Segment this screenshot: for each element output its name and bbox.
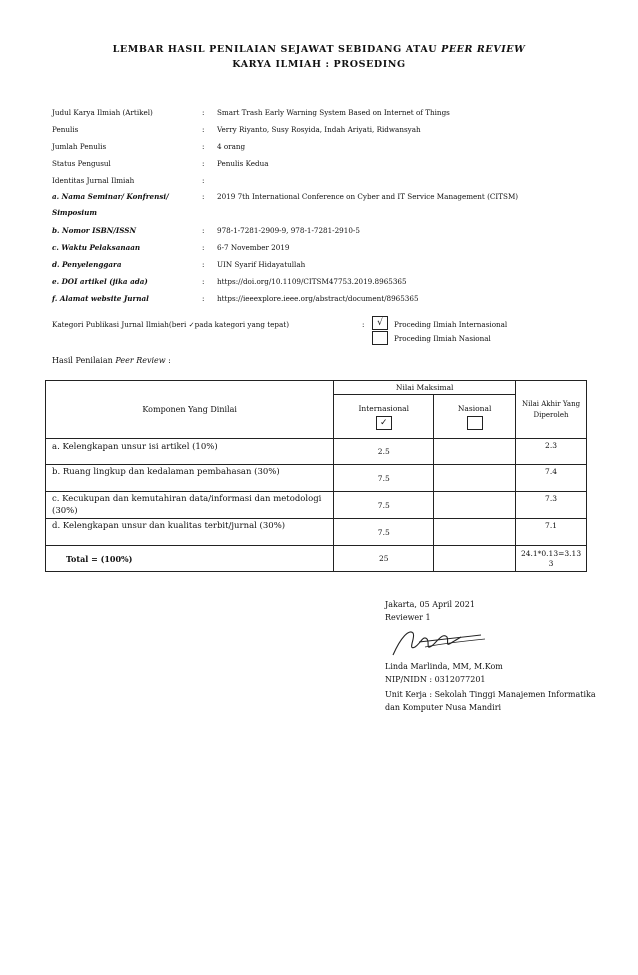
table-row: [46, 465, 587, 492]
final-score: 2.3: [516, 439, 587, 465]
meta-row: [52, 277, 612, 293]
total-label: Total = (100%): [46, 546, 334, 572]
meta-value: 2019 7th International Conference on Cyber and IT Service Management (CITSM): [217, 192, 519, 201]
reviewer-unit: Unit Kerja : Sekolah Tinggi Manajemen Informatika dan Komputer Nusa Mandiri: [385, 690, 596, 712]
national-check-box[interactable]: [467, 416, 483, 430]
meta-row: [52, 294, 612, 310]
meta-value: 978-1-7281-2909-9, 978-1-7281-2910-5: [217, 226, 360, 235]
meta-sep: :: [202, 108, 205, 117]
meta-sep: :: [202, 176, 205, 185]
place-date: Jakarta, 05 April 2021: [385, 600, 475, 609]
reviewer-nip: NIP/NIDN : 0312077201: [385, 675, 486, 684]
meta-key: Status Pengusul: [52, 159, 111, 168]
national-checkbox[interactable]: [372, 331, 388, 345]
meta-value: Penulis Kedua: [217, 159, 269, 168]
meta-sep: :: [202, 260, 205, 269]
results-prefix: Hasil Penilaian: [52, 356, 116, 365]
results-heading: [52, 356, 171, 365]
reviewer-name: Linda Marlinda, MM, M.Kom: [385, 662, 503, 671]
meta-key: a. Nama Seminar/ Konfrensi/: [52, 192, 169, 201]
category-sep: :: [362, 320, 365, 329]
results-italic: Peer Review: [115, 356, 166, 365]
identity-block: [52, 108, 612, 308]
signature-image: [385, 625, 490, 660]
meta-row: [52, 226, 612, 242]
meta-value: Verry Riyanto, Susy Rosyida, Indah Ariyati, Ridwansyah: [217, 125, 421, 134]
max-national: [434, 492, 516, 519]
meta-row: [52, 108, 612, 124]
meta-sep: :: [202, 294, 205, 303]
total-max-national: [434, 546, 516, 572]
meta-value: 6-7 November 2019: [217, 243, 290, 252]
meta-row: [52, 142, 612, 158]
meta-key: Identitas Jurnal Ilmiah: [52, 176, 135, 185]
criterion: d. Kelengkapan unsur dan kualitas terbit/jurnal (30%): [46, 519, 334, 546]
document-title: [0, 44, 638, 55]
meta-key: Judul Karya Ilmiah (Artikel): [52, 108, 153, 117]
meta-row: [52, 260, 612, 276]
final-score: 7.3: [516, 492, 587, 519]
header-national: [434, 395, 516, 439]
meta-key: f. Alamat website Jurnal: [52, 294, 149, 303]
header-component: Komponen Yang Dinilai: [46, 381, 334, 439]
national-option-label: Proceding Ilmiah Nasional: [394, 334, 491, 343]
final-score: 7.4: [516, 465, 587, 492]
meta-row: [52, 159, 612, 175]
final-score: 7.1: [516, 519, 587, 546]
total-final-score: 24.1*0.13=3.133: [516, 546, 587, 572]
category-label: Kategori Publikasi Jurnal Ilmiah(beri ✓pada kategori yang tepat): [52, 320, 289, 329]
header-national-label: Nasional: [457, 403, 492, 413]
table-row: [46, 492, 587, 519]
max-national: [434, 519, 516, 546]
max-national: [434, 465, 516, 492]
meta-value: UIN Syarif Hidayatullah: [217, 260, 306, 269]
international-checkbox[interactable]: √: [372, 316, 388, 330]
assessment-table: [45, 380, 587, 572]
max-international: 7.5: [334, 519, 434, 546]
international-check-box[interactable]: ✓: [376, 416, 392, 430]
title-line1-italic: PEER REVIEW: [441, 44, 526, 55]
meta-value: Smart Trash Early Warning System Based on Internet of Things: [217, 108, 450, 117]
meta-value: https://ieeexplore.ieee.org/abstract/document/8965365: [217, 294, 419, 303]
meta-sep: :: [202, 159, 205, 168]
meta-sep: :: [202, 226, 205, 235]
meta-row: [52, 192, 612, 208]
header-international-label: Internasional: [358, 403, 410, 413]
meta-key: Jumlah Penulis: [52, 142, 107, 151]
international-option-label: Proceding Ilmiah Internasional: [394, 320, 508, 329]
meta-row: [52, 176, 612, 192]
max-international: 7.5: [334, 465, 434, 492]
meta-key: d. Penyelenggara: [52, 260, 122, 269]
meta-row: [52, 125, 612, 141]
criterion: c. Kecukupan dan kemutahiran data/informasi dan metodologi (30%): [46, 492, 334, 519]
meta-sep: :: [202, 243, 205, 252]
meta-sep: :: [202, 192, 205, 201]
meta-sep: :: [202, 142, 205, 151]
max-national: [434, 439, 516, 465]
title-line1: LEMBAR HASIL PENILAIAN SEJAWAT SEBIDANG ATAU: [112, 44, 442, 55]
max-international: 2.5: [334, 439, 434, 465]
meta-sep: :: [202, 277, 205, 286]
table-row: [46, 439, 587, 465]
results-suffix: :: [165, 356, 171, 365]
meta-key: c. Waktu Pelaksanaan: [52, 243, 141, 252]
meta-row: [52, 208, 612, 224]
meta-key: b. Nomor ISBN/ISSN: [52, 226, 137, 235]
criterion: a. Kelengkapan unsur isi artikel (10%): [46, 439, 334, 465]
header-international: [334, 395, 434, 439]
meta-sep: :: [202, 125, 205, 134]
meta-value: https://doi.org/10.1109/CITSM47753.2019.8965365: [217, 277, 407, 286]
document-subtitle: KARYA ILMIAH : PROSEDING: [232, 59, 406, 70]
total-max-international: 25: [334, 546, 434, 572]
criterion: b. Ruang lingkup dan kedalaman pembahasan (30%): [46, 465, 334, 492]
table-row: [46, 519, 587, 546]
meta-value: 4 orang: [217, 142, 246, 151]
meta-key: e. DOI artikel (jika ada): [52, 277, 148, 286]
reviewer-role: Reviewer 1: [385, 613, 431, 622]
meta-key: Penulis: [52, 125, 79, 134]
max-international: 7.5: [334, 492, 434, 519]
header-final-score: Nilai Akhir Yang Diperoleh: [516, 381, 587, 439]
total-row: [46, 546, 587, 572]
meta-key: Simposium: [52, 208, 97, 217]
meta-row: [52, 243, 612, 259]
header-max-score: Nilai Maksimal: [334, 381, 516, 395]
